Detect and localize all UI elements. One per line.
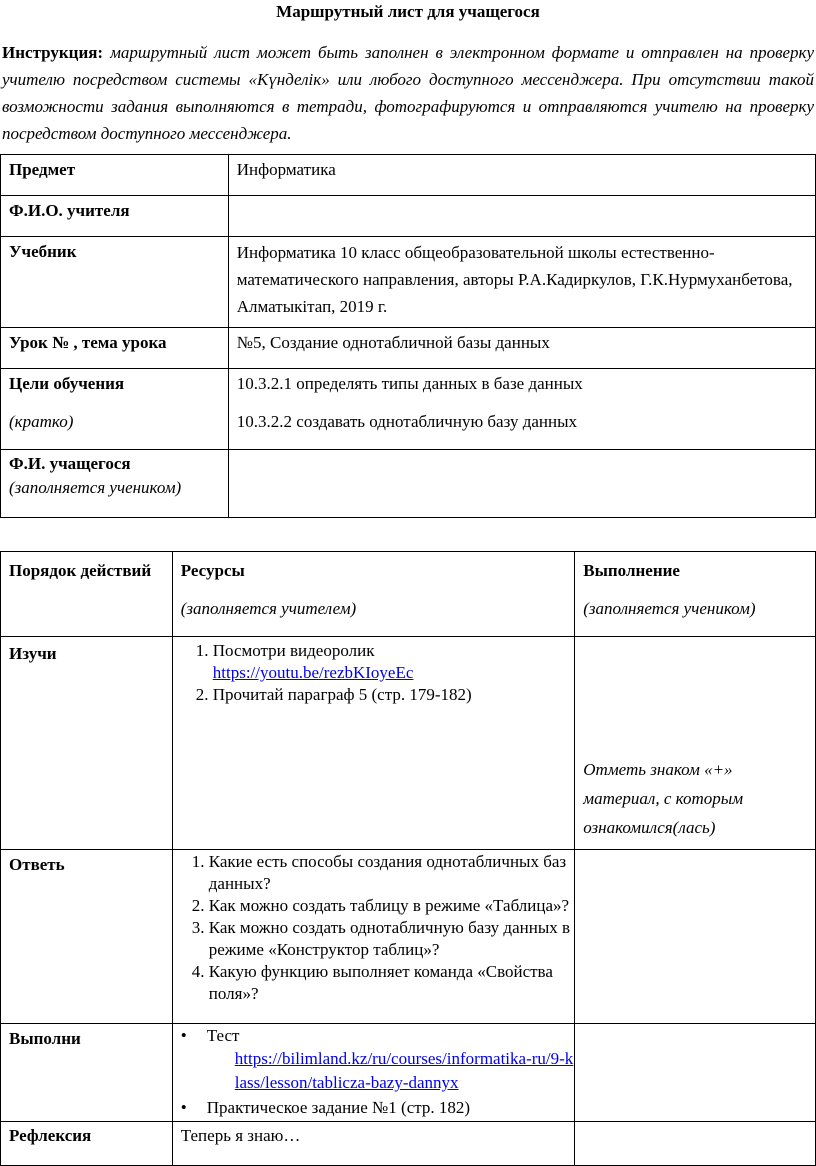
student-label: Ф.И. учащегося [9,454,131,473]
question-4: Какую функцию выполняет команда «Свойства поля»? [208,962,553,1003]
info-table [0,154,816,518]
row-goals [1,369,816,450]
col-resources-note: (заполняется учителем) [180,599,357,618]
col-actions: Порядок действий [9,561,152,580]
list-item [209,851,575,895]
page-title: Маршрутный лист для учащегося [276,2,540,21]
answer-done-cell[interactable] [575,850,816,1024]
plan-table [0,551,816,1166]
teacher-value[interactable] [229,196,815,198]
list-item [209,895,575,917]
row-teacher [1,196,816,237]
do-list [173,1024,575,1119]
study-done-note: Отметь знаком «+» материал, с которым ознакомился(лась) [583,760,744,837]
subject-value[interactable]: Информатика [236,160,336,179]
study-item-2: Прочитай параграф 5 (стр. 179-182) [212,685,472,704]
reflection-label: Рефлексия [9,1126,92,1145]
goals-label: Цели обучения [9,374,125,393]
question-1: Какие есть способы создания однотабличных баз данных? [208,852,567,893]
list-item [209,961,575,1005]
col-done: Выполнение [583,561,680,580]
question-2: Как можно создать таблицу в режиме «Таблица»? [208,896,570,915]
plan-header-row [1,552,816,637]
list-item [213,640,575,684]
answer-label: Ответь [9,855,65,874]
question-3: Как можно создать однотабличную базу данных в режиме «Конструктор таблиц»? [208,918,571,959]
do-item-2: Практическое задание №1 (стр. 182) [206,1098,471,1117]
goal-2[interactable]: 10.3.2.2 создавать однотабличную базу данных [236,412,578,431]
row-study [1,637,816,850]
instruction [2,39,814,147]
goal-1[interactable]: 10.3.2.1 определять типы данных в базе данных [236,374,583,393]
student-note: (заполняется учеником) [9,478,182,497]
goals-note: (кратко) [9,412,74,431]
reflection-done-cell[interactable] [575,1122,816,1166]
col-resources: Ресурсы [180,561,245,580]
do-item-1: Тест [206,1026,240,1045]
youtube-link[interactable]: https://youtu.be/rezbKIoyeEc [212,663,414,682]
list-item [213,684,575,706]
instruction-text: маршрутный лист может быть заполнен в электронном формате и отправлен на проверку учителю посредством системы «Күнделік» или любого доступного мессенджера. При отсутствии такой возможности задания выполняются в тетради, фотографируются и отправляются учителю на проверку посредством доступного мессенджера. [2,43,815,143]
instruction-label: Инструкция: [2,43,104,62]
questions-list [173,850,575,1005]
row-student [1,450,816,518]
study-list [173,637,575,706]
study-label: Изучи [9,644,57,663]
lesson-label: Урок № , тема урока [9,333,167,352]
row-textbook [1,237,816,328]
bilimland-link[interactable]: https://bilimland.kz/ru/courses/informatika-ru/9-klass/lesson/tablicza-bazy-dannyx [234,1049,574,1092]
textbook-label: Учебник [9,242,77,261]
textbook-value[interactable]: Информатика 10 класс общеобразовательной школы естественно-математического направления, авторы Р.А.Кадиркулов, Г.К.Нурмуханбетова, Алматыкітап, 2019 г. [236,243,793,316]
row-do [1,1024,816,1122]
teacher-label: Ф.И.О. учителя [9,201,130,220]
student-value[interactable] [229,450,815,452]
subject-label: Предмет [9,160,76,179]
reflection-text[interactable]: Теперь я знаю… [180,1126,301,1145]
row-lesson [1,328,816,369]
do-done-cell[interactable] [575,1024,816,1122]
list-item [209,917,575,961]
row-subject [1,155,816,196]
study-item-1: Посмотри видеоролик [212,641,375,660]
row-answer [1,850,816,1024]
lesson-value[interactable]: №5, Создание однотабличной базы данных [236,333,550,352]
col-done-note: (заполняется учеником) [583,599,756,618]
list-item [207,1095,575,1119]
row-reflection [1,1122,816,1166]
list-item [207,1025,575,1095]
do-label: Выполни [9,1029,81,1048]
